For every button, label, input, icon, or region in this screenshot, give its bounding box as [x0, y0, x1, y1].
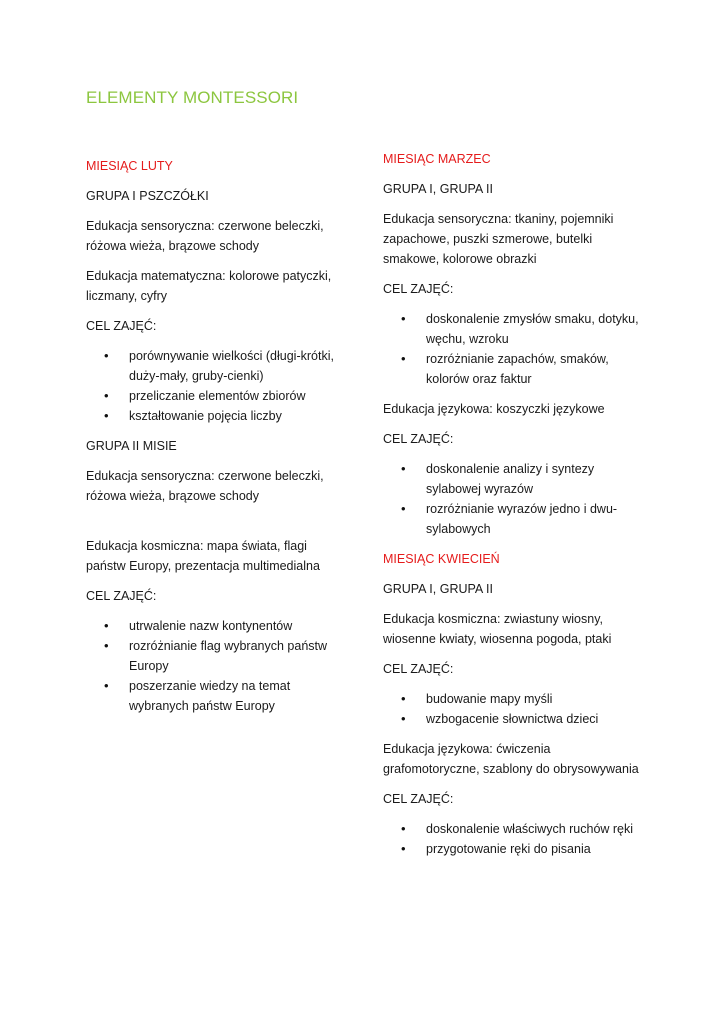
- list-item-text: kształtowanie pojęcia liczby: [129, 409, 282, 423]
- list-item-text: rozróżnianie flag wybranych państw Europy: [129, 639, 328, 673]
- bullet-icon: •: [401, 461, 406, 476]
- list-item: [383, 499, 645, 539]
- list-item-text: budowanie mapy myśli: [426, 692, 553, 706]
- list-item-text: doskonalenie zmysłów smaku, dotyku, węchu, wzroku: [426, 312, 639, 346]
- goals-list: [86, 346, 348, 426]
- list-item: [383, 839, 645, 859]
- goals-list: [86, 616, 348, 716]
- list-item: [383, 459, 645, 499]
- list-item: [383, 689, 645, 709]
- math-education-text: Edukacja matematyczna: kolorowe patyczki, liczmany, cyfry: [86, 269, 332, 303]
- bullet-icon: •: [104, 678, 109, 693]
- bullet-icon: •: [401, 311, 406, 326]
- document-title: ELEMENTY MONTESSORI: [86, 88, 299, 107]
- bullet-icon: •: [401, 501, 406, 516]
- list-item: [383, 819, 645, 839]
- month-heading-february: MIESIĄC LUTY: [86, 159, 173, 173]
- language-education-text: Edukacja językowa: ćwiczenia grafomotoryczne, szablony do obrysowywania: [383, 742, 639, 776]
- bullet-icon: •: [104, 638, 109, 653]
- list-item-text: przygotowanie ręki do pisania: [426, 842, 591, 856]
- list-item: [383, 709, 645, 729]
- sensory-education-text: Edukacja sensoryczna: czerwone beleczki, różowa wieża, brązowe schody: [86, 469, 324, 503]
- group-heading-bears: GRUPA II MISIE: [86, 439, 177, 453]
- list-item-text: utrwalenie nazw kontynentów: [129, 619, 293, 633]
- group-heading-bees: GRUPA I PSZCZÓŁKI: [86, 189, 209, 203]
- bullet-icon: •: [401, 711, 406, 726]
- goals-label: CEL ZAJĘĆ:: [86, 319, 157, 333]
- cosmic-education-text: Edukacja kosmiczna: zwiastuny wiosny, wiosenne kwiaty, wiosenna pogoda, ptaki: [383, 612, 612, 646]
- bullet-icon: •: [401, 691, 406, 706]
- goals-list: [383, 459, 645, 539]
- list-item: [383, 309, 645, 349]
- bullet-icon: •: [104, 348, 109, 363]
- list-item-text: doskonalenie analizy i syntezy sylabowej wyrazów: [426, 462, 595, 496]
- list-item-text: porównywanie wielkości (długi-krótki, duży-mały, gruby-cienki): [129, 349, 334, 383]
- list-item-text: doskonalenie właściwych ruchów ręki: [426, 822, 634, 836]
- list-item: [86, 636, 348, 676]
- bullet-icon: •: [104, 388, 109, 403]
- list-item: [383, 349, 645, 389]
- bullet-icon: •: [401, 821, 406, 836]
- language-education-text: Edukacja językowa: koszyczki językowe: [383, 402, 605, 416]
- bullet-icon: •: [401, 841, 406, 856]
- right-column: [383, 149, 645, 869]
- list-item: [86, 676, 348, 716]
- month-heading-april: MIESIĄC KWIECIEŃ: [383, 552, 500, 566]
- list-item: [86, 346, 348, 386]
- spacer: [86, 516, 348, 536]
- group-heading: GRUPA I, GRUPA II: [383, 182, 493, 196]
- goals-label: CEL ZAJĘĆ:: [383, 662, 454, 676]
- list-item-text: wzbogacenie słownictwa dzieci: [426, 712, 599, 726]
- goals-label: CEL ZAJĘĆ:: [383, 282, 454, 296]
- list-item-text: przeliczanie elementów zbiorów: [129, 389, 306, 403]
- list-item-text: poszerzanie wiedzy na temat wybranych państw Europy: [129, 679, 291, 713]
- bullet-icon: •: [104, 618, 109, 633]
- goals-label: CEL ZAJĘĆ:: [383, 792, 454, 806]
- sensory-education-text: Edukacja sensoryczna: czerwone beleczki, różowa wieża, brązowe schody: [86, 219, 324, 253]
- month-heading-march: MIESIĄC MARZEC: [383, 152, 491, 166]
- list-item: [86, 616, 348, 636]
- list-item-text: rozróżnianie wyrazów jedno i dwu-sylabowych: [426, 502, 618, 536]
- cosmic-education-text: Edukacja kosmiczna: mapa świata, flagi państw Europy, prezentacja multimedialna: [86, 539, 320, 573]
- goals-label: CEL ZAJĘĆ:: [86, 589, 157, 603]
- bullet-icon: •: [401, 351, 406, 366]
- bullet-icon: •: [104, 408, 109, 423]
- list-item-text: rozróżnianie zapachów, smaków, kolorów oraz faktur: [426, 352, 609, 386]
- goals-list: [383, 689, 645, 729]
- sensory-education-text: Edukacja sensoryczna: tkaniny, pojemniki zapachowe, puszki szmerowe, butelki smakowe, kolorowe obrazki: [383, 212, 614, 266]
- goals-list: [383, 819, 645, 859]
- goals-label: CEL ZAJĘĆ:: [383, 432, 454, 446]
- list-item: [86, 386, 348, 406]
- group-heading: GRUPA I, GRUPA II: [383, 582, 493, 596]
- goals-list: [383, 309, 645, 389]
- list-item: [86, 406, 348, 426]
- left-column: [86, 156, 348, 726]
